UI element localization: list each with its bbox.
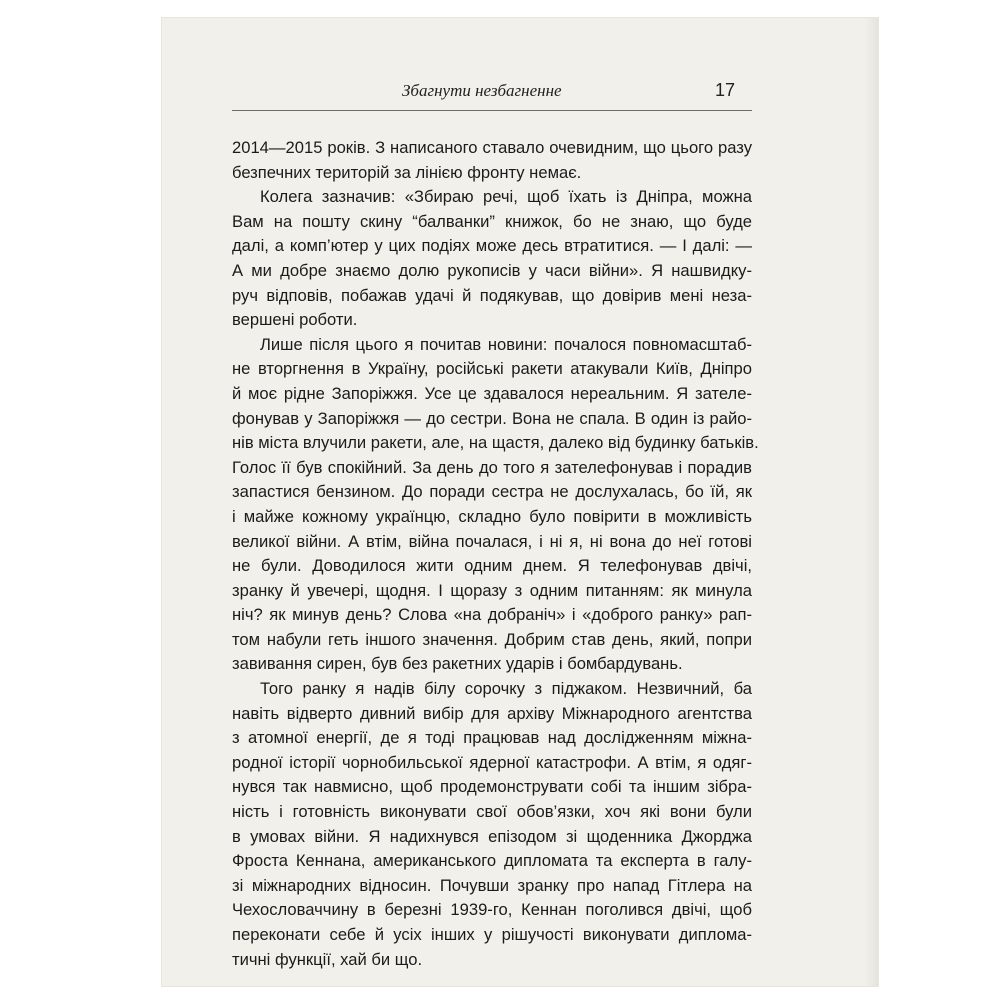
text-line: Колега зазначив: «Збираю речі, щоб їхать із Дніпра, можна [260,187,752,207]
text-line: й моє рідне Запоріжжя. Усе це здавалося нереальним. Я зателе- [232,383,752,403]
text-line: Лише після цього я почитав новини: почалося повномасштаб- [260,334,752,354]
text-line: Чехословаччину в березні 1939-го, Кеннан поголився двічі, щоб [232,900,752,920]
text-line: руч відповів, побажав удачі й подякував, що довірив мені неза- [232,285,752,305]
text-line: великої війни. А втім, війна почалася, і ні я, ні вона до неї готові [232,531,752,551]
text-line: запастися бензином. До поради сестра не дослухалась, бо їй, як [232,482,752,502]
text-line: безпечних територій за лінією фронту немає. [232,162,582,182]
header-rule [232,110,752,111]
paragraph [232,333,759,677]
text-line: не були. Доводилося жити одним днем. Я телефонував двічі, [232,556,752,576]
text-line: зі міжнародних відносин. Почувши зранку про напад Гітлера на [232,875,752,895]
text-line: А ми добре знаємо долю рукописів у часи війни». Я нашвидку- [232,260,752,280]
text-line: ність і готовність виконувати свої обов’язки, хоч які вони були [232,802,752,822]
body-text [232,136,759,972]
text-line: і майже кожному українцю, складно було повірити в можливість [232,506,752,526]
text-line: нів міста влучили ракети, але, на щастя, далеко від будинку батьків. [232,433,759,453]
text-line: Голос її був спокійний. За день до того я зателефонував і порадив [232,457,752,477]
page-number: 17 [715,80,736,100]
text-line: Того ранку я надів білу сорочку з піджаком. Незвичний, ба [260,679,752,699]
paragraph [232,185,752,333]
text-line: зранку й увечері, щодня. І щоразу з одним питанням: як минула [232,580,752,600]
text-line: переконати себе й усіх інших у рішучості виконувати диплома- [232,925,752,944]
text-line: родної історії чорнобильської ядерної катастрофи. А втім, я одяг- [232,752,752,772]
text-line: в умовах війни. Я надихнувся епізодом зі щоденника Джорджа [232,826,752,846]
text-line: не вторгнення в Україну, російські ракети атакували Київ, Дніпро [232,359,752,379]
running-title: Збагнути незбагненне [402,81,562,100]
text-line: 2014—2015 років. З написаного ставало очевидним, що цього разу [232,138,752,157]
text-line: Вам на пошту скину “балванки” книжок, бо не знаю, що буде [232,211,752,231]
text-line: далі, а комп’ютер у цих подіях може десь втратитися. — І далі: — [232,236,752,256]
text-line: ніч? як минув день? Слова «на добраніч» і «доброго ранку» рап- [232,605,752,625]
text-line: фонував у Запоріжжя — до сестри. Вона не спала. В один із райо- [232,408,752,428]
paragraph [232,136,752,185]
text-line: нувся так навмисно, щоб продемонструвати собі та іншим зібра- [232,777,752,797]
paragraph [232,677,752,972]
text-line: том набули геть іншого значення. Добрим став день, який, попри [232,629,752,649]
page-gutter-shade [864,18,878,986]
text-line: вершені роботи. [232,310,358,330]
text-line: з атомної енергії, де я тоді працював над дослідженням міжна- [232,728,752,748]
text-line: тичні функції, хай би що. [232,949,423,969]
text-line: навіть відверто дивний вибір для архіву Міжнародного агентства [232,703,752,723]
text-line: завивання сирен, був без ракетних ударів і бомбардувань. [232,654,683,674]
book-page [162,18,878,986]
text-line: Фроста Кеннана, американського дипломата та експерта в галу- [232,851,752,871]
running-head [162,78,878,108]
